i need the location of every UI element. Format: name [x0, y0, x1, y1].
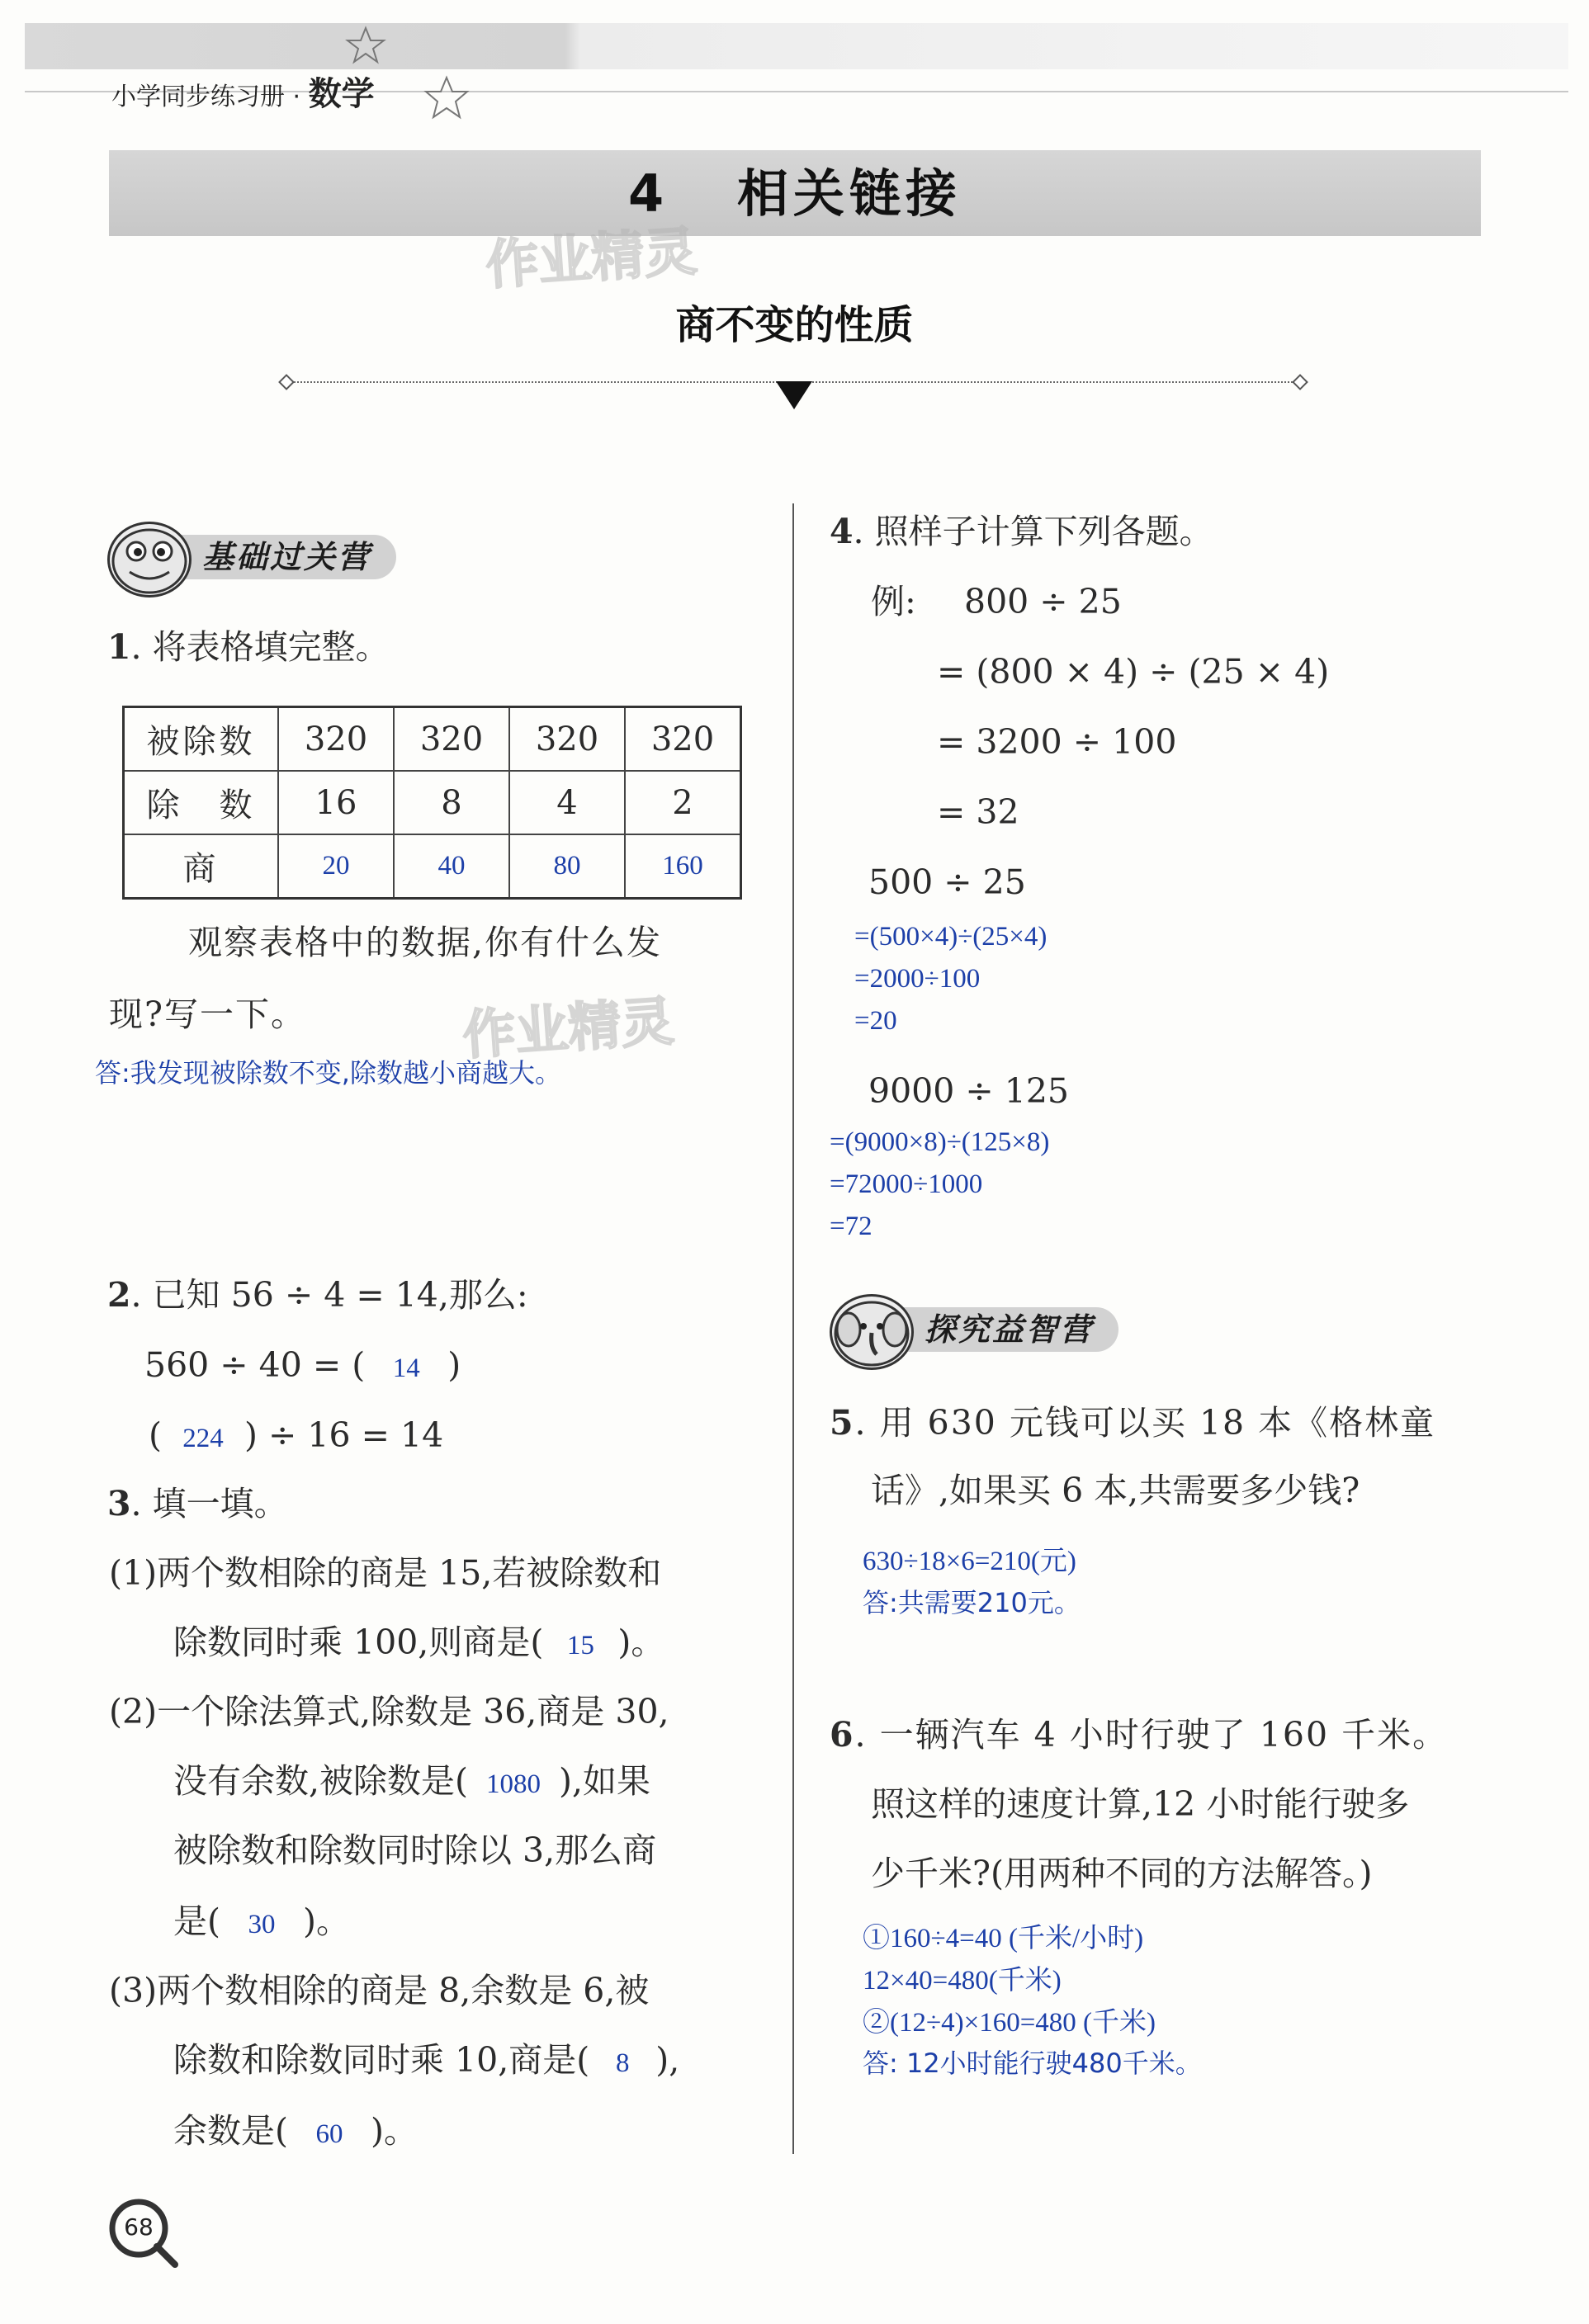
row-label: 被除数 [124, 707, 279, 772]
question-3 [107, 1484, 288, 1524]
answer-line: 630÷18×6=210(元) [863, 1547, 1076, 1576]
question-5-line2: 话》,如果买 6 本,共需要多少钱? [871, 1471, 1360, 1510]
question-number: 4 [830, 512, 854, 551]
question-6-line3: 少千米?(用两种不同的方法解答。) [871, 1854, 1373, 1893]
blank-answer: 8 [615, 2048, 630, 2078]
answer-line: ②(12÷4)×160=480 (千米) [863, 2008, 1156, 2038]
page-number-badge [106, 2195, 180, 2270]
watermark: 作业精灵 [484, 221, 699, 297]
question-number: 5 [830, 1403, 855, 1443]
answer-line: =(500×4)÷(25×4) [854, 922, 1048, 952]
question-number: 3 [107, 1484, 131, 1523]
q3-part2-line3: 被除数和除数同时除以 3,那么商 [173, 1830, 657, 1870]
question-text: )。 [303, 1901, 350, 1941]
column-divider [792, 503, 794, 2154]
row-label: 除 数 [124, 771, 279, 834]
answer-cell: 80 [509, 834, 625, 899]
observe-prompt-line1: 观察表格中的数据,你有什么发 [188, 923, 663, 962]
question-number: 6 [830, 1715, 855, 1755]
blank-answer: 224 [182, 1424, 224, 1453]
answer-cell: 40 [394, 834, 509, 899]
observe-prompt-line2: 现?写一下。 [109, 994, 306, 1034]
table-cell: 2 [625, 771, 741, 834]
question-text: . 填一填。 [130, 1484, 288, 1523]
answer-line: =72 [830, 1212, 873, 1241]
example-line: = (800 × 4) ÷ (25 × 4) [937, 652, 1330, 692]
question-text: 没有余数,被除数是( [173, 1761, 469, 1801]
star-icon [423, 74, 471, 122]
example-line: = 32 [937, 792, 1019, 832]
table-cell: 320 [625, 707, 741, 772]
answer-line: ①160÷4=40 (千米/小时) [863, 1924, 1144, 1953]
q2-line2 [149, 1415, 443, 1456]
answer-line: 答: 12小时能行驶480千米。 [863, 2048, 1202, 2079]
question-6-line2: 照这样的速度计算,12 小时能行驶多 [871, 1784, 1410, 1824]
table-cell: 320 [509, 707, 625, 772]
answer-line: =72000÷1000 [830, 1169, 983, 1199]
question-text: . 用 630 元钱可以买 18 本《格林童 [854, 1403, 1436, 1443]
question-number: 2 [107, 1275, 131, 1315]
question-text: ), [655, 2040, 680, 2080]
example-line: = 3200 ÷ 100 [937, 722, 1177, 762]
answer-cell: 160 [625, 834, 741, 899]
badge-label: 探究益智营 [891, 1307, 1118, 1352]
section-badge-explore [830, 1294, 1176, 1362]
header-band [25, 23, 1568, 69]
row-label: 商 [124, 834, 279, 899]
book-series: 小学同步练习册 · [111, 83, 309, 111]
quotient-table [122, 706, 742, 900]
blank-answer: 1080 [486, 1769, 541, 1799]
question-4 [830, 512, 1213, 552]
diamond-icon [278, 374, 295, 390]
down-triangle-icon [776, 381, 812, 409]
frog-icon [107, 522, 192, 598]
q3-part2-line1: (2)一个除法算式,除数是 36,商是 30, [109, 1692, 669, 1731]
q3-part2-line4 [173, 1901, 350, 1942]
blank-answer: 15 [566, 1631, 594, 1660]
problem: 9000 ÷ 125 [868, 1071, 1070, 1111]
table-row [124, 771, 741, 834]
q3-part1-line2 [173, 1623, 664, 1663]
question-text: . 一辆汽车 4 小时行驶了 160 千米。 [854, 1715, 1449, 1755]
table-cell: 16 [278, 771, 394, 834]
equation-text: 560 ÷ 40 = ( [144, 1345, 366, 1385]
question-text: . 将表格填完整。 [130, 627, 390, 667]
question-2 [107, 1275, 528, 1316]
table-cell: 8 [394, 771, 509, 834]
question-1 [107, 627, 390, 668]
page-number: 68 [124, 2213, 154, 2241]
q3-part3-line2 [173, 2040, 679, 2081]
answer-line: 答:共需要210元。 [863, 1587, 1081, 1618]
example-label: 例: [871, 582, 916, 621]
question-text: 余数是( [173, 2111, 288, 2151]
badge-label: 基础过关营 [169, 535, 396, 579]
watermark: 作业精灵 [461, 991, 676, 1067]
equation-text: ) ÷ 16 = 14 [244, 1415, 444, 1455]
blank-answer: 30 [248, 1910, 276, 1939]
answer-cell: 20 [278, 834, 394, 899]
answer-line: 12×40=480(千米) [863, 1966, 1062, 1996]
book-subject: 数学 [308, 75, 375, 113]
question-text: 除数和除数同时乘 10,商是( [173, 2040, 590, 2080]
elephant-icon [830, 1294, 914, 1370]
section-badge-basic [107, 522, 454, 589]
question-number: 1 [107, 627, 131, 667]
table-cell: 320 [394, 707, 509, 772]
blank-answer: 60 [315, 2119, 343, 2149]
answer-line: =(9000×8)÷(125×8) [830, 1127, 1050, 1157]
unit-title: 相关链接 [736, 163, 962, 224]
q3-part2-line2 [173, 1761, 650, 1802]
unit-number: 4 [628, 163, 669, 224]
blank-answer: 14 [392, 1353, 420, 1383]
q2-line1 [144, 1345, 461, 1386]
q3-part3-line1: (3)两个数相除的商是 8,余数是 6,被 [109, 1971, 650, 2010]
question-text: )。 [371, 2111, 418, 2151]
question-6 [830, 1715, 1448, 1755]
unit-heading [109, 153, 1481, 226]
question-text: . 已知 56 ÷ 4 = 14,那么: [130, 1275, 528, 1315]
question-text: 除数同时乘 100,则商是( [173, 1623, 544, 1662]
answer-line: =2000÷100 [854, 964, 981, 994]
diamond-icon [1292, 374, 1308, 390]
table-cell: 320 [278, 707, 394, 772]
answer-line: =20 [854, 1006, 897, 1036]
equation-text: ( [149, 1415, 162, 1455]
lesson-title: 商不变的性质 [675, 302, 914, 348]
table-cell: 4 [509, 771, 625, 834]
star-icon [345, 25, 386, 66]
question-text: 是( [173, 1901, 220, 1941]
answer-text: 答:我发现被除数不变,除数越小商越大。 [95, 1057, 561, 1089]
question-text: ),如果 [559, 1761, 651, 1801]
equation-text: ) [447, 1345, 461, 1385]
header-title [111, 68, 375, 115]
table-row [124, 707, 741, 772]
problem: 500 ÷ 25 [868, 862, 1026, 902]
table-row [124, 834, 741, 899]
question-5 [830, 1403, 1435, 1443]
question-text: )。 [617, 1623, 665, 1662]
q3-part3-line3 [173, 2111, 418, 2152]
example-line: 800 ÷ 25 [964, 582, 1122, 621]
q3-part1-line1: (1)两个数相除的商是 15,若被除数和 [109, 1553, 662, 1593]
question-text: . 照样子计算下列各题。 [853, 512, 1213, 551]
